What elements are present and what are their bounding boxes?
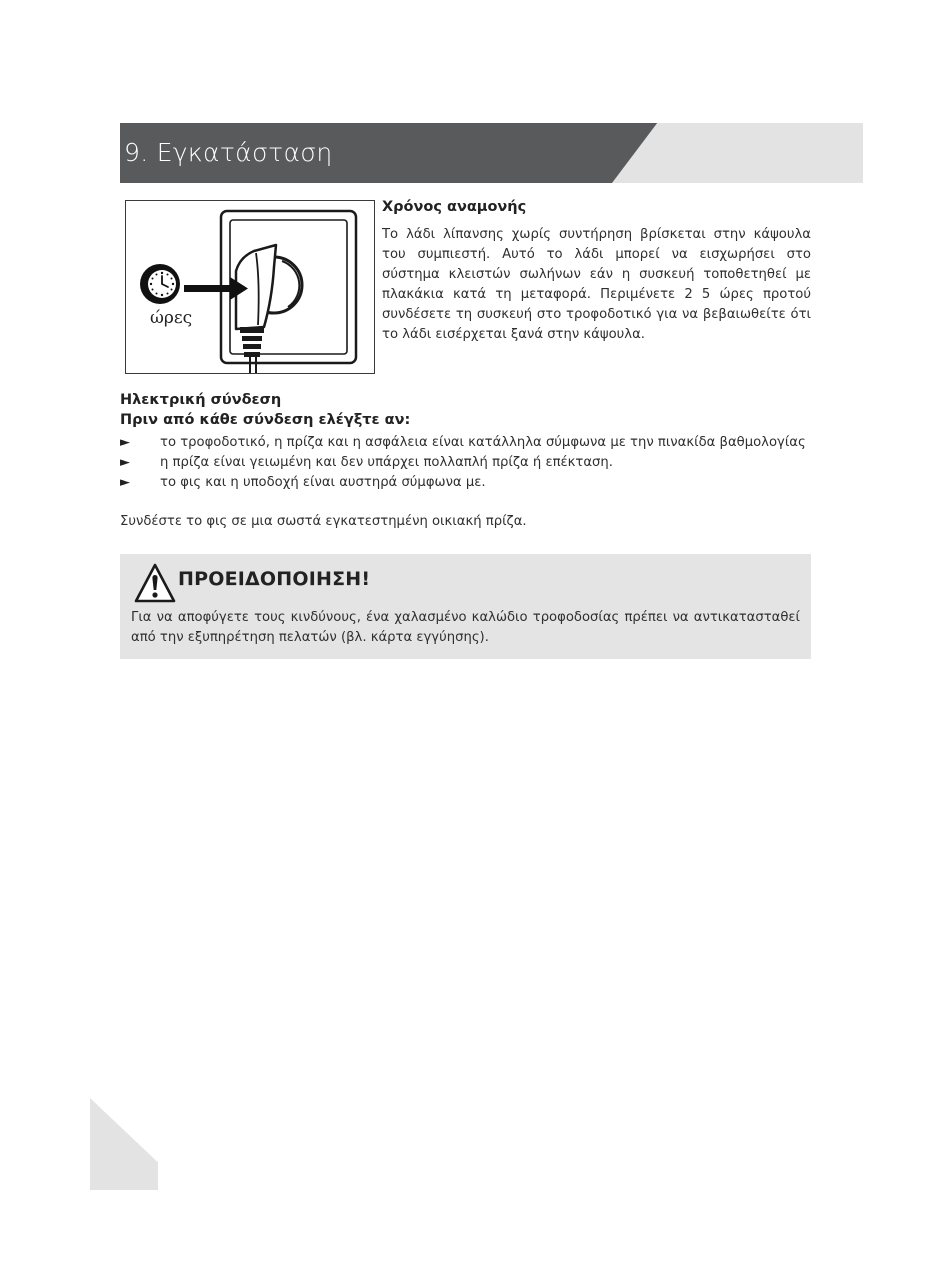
warning-title: ΠΡΟΕΙΔΟΠΟΙΗΣΗ! (178, 568, 371, 590)
electrical-checklist (120, 433, 811, 493)
bullet-arrow-icon: ► (120, 455, 130, 470)
warning-paragraph: Για να αποφύγετε τους κινδύνους, ένα χαλασμένο καλώδιο τροφοδοσίας πρέπει να αντικατασταθεί από την εξυπηρέτηση πελατών (βλ. κάρτα εγγύησης). (131, 610, 800, 645)
list-item-text: το τροφοδοτικό, η πρίζα και η ασφάλεια είναι κατάλληλα σύμφωνα με την πινακίδα βαθμολογίας (160, 435, 806, 450)
list-item-text: το φις και η υποδοχή είναι αυστηρά σύμφωνα με. (160, 475, 486, 490)
bullet-arrow-icon: ► (120, 435, 130, 450)
list-item (120, 433, 811, 453)
section-title: 9. Εγκατάσταση (124, 138, 333, 167)
clock-icon (140, 264, 180, 304)
page-corner-tab (90, 1098, 158, 1190)
electrical-subheading: Πριν από κάθε σύνδεση ελέγξτε αν: (120, 412, 411, 428)
hours-label: ώρες (150, 308, 193, 328)
list-item-text: η πρίζα είναι γειωμένη και δεν υπάρχει πολλαπλή πρίζα ή επέκταση. (160, 455, 613, 470)
list-item (120, 453, 811, 473)
warning-triangle-icon (133, 562, 177, 604)
bullet-arrow-icon: ► (120, 475, 130, 490)
electrical-heading: Ηλεκτρική σύνδεση (120, 392, 282, 408)
connection-note: Συνδέστε το φις σε μια σωστά εγκατεστημένη οικιακή πρίζα. (120, 514, 527, 529)
standby-heading: Χρόνος αναμονής (382, 199, 527, 215)
plug-illustration (125, 200, 375, 374)
list-item (120, 473, 811, 493)
plug-socket-icon (126, 201, 374, 373)
standby-paragraph: Το λάδι λίπανσης χωρίς συντήρηση βρίσκεται στην κάψουλα του συμπιεστή. Αυτό το λάδι μπορεί να εισχωρήσει στο σύστημα κλειστών σωλήνων εάν η συσκευή τοποθετηθεί με πλακάκια κατά τη μεταφορά. Περιμένετε 2 5 ώρες προτού συνδέσετε τη συσκευή στο τροφοδοτικό για να βεβαιωθείτε ότι το λάδι εισέρχεται ξανά στην κάψουλα. (382, 227, 811, 342)
